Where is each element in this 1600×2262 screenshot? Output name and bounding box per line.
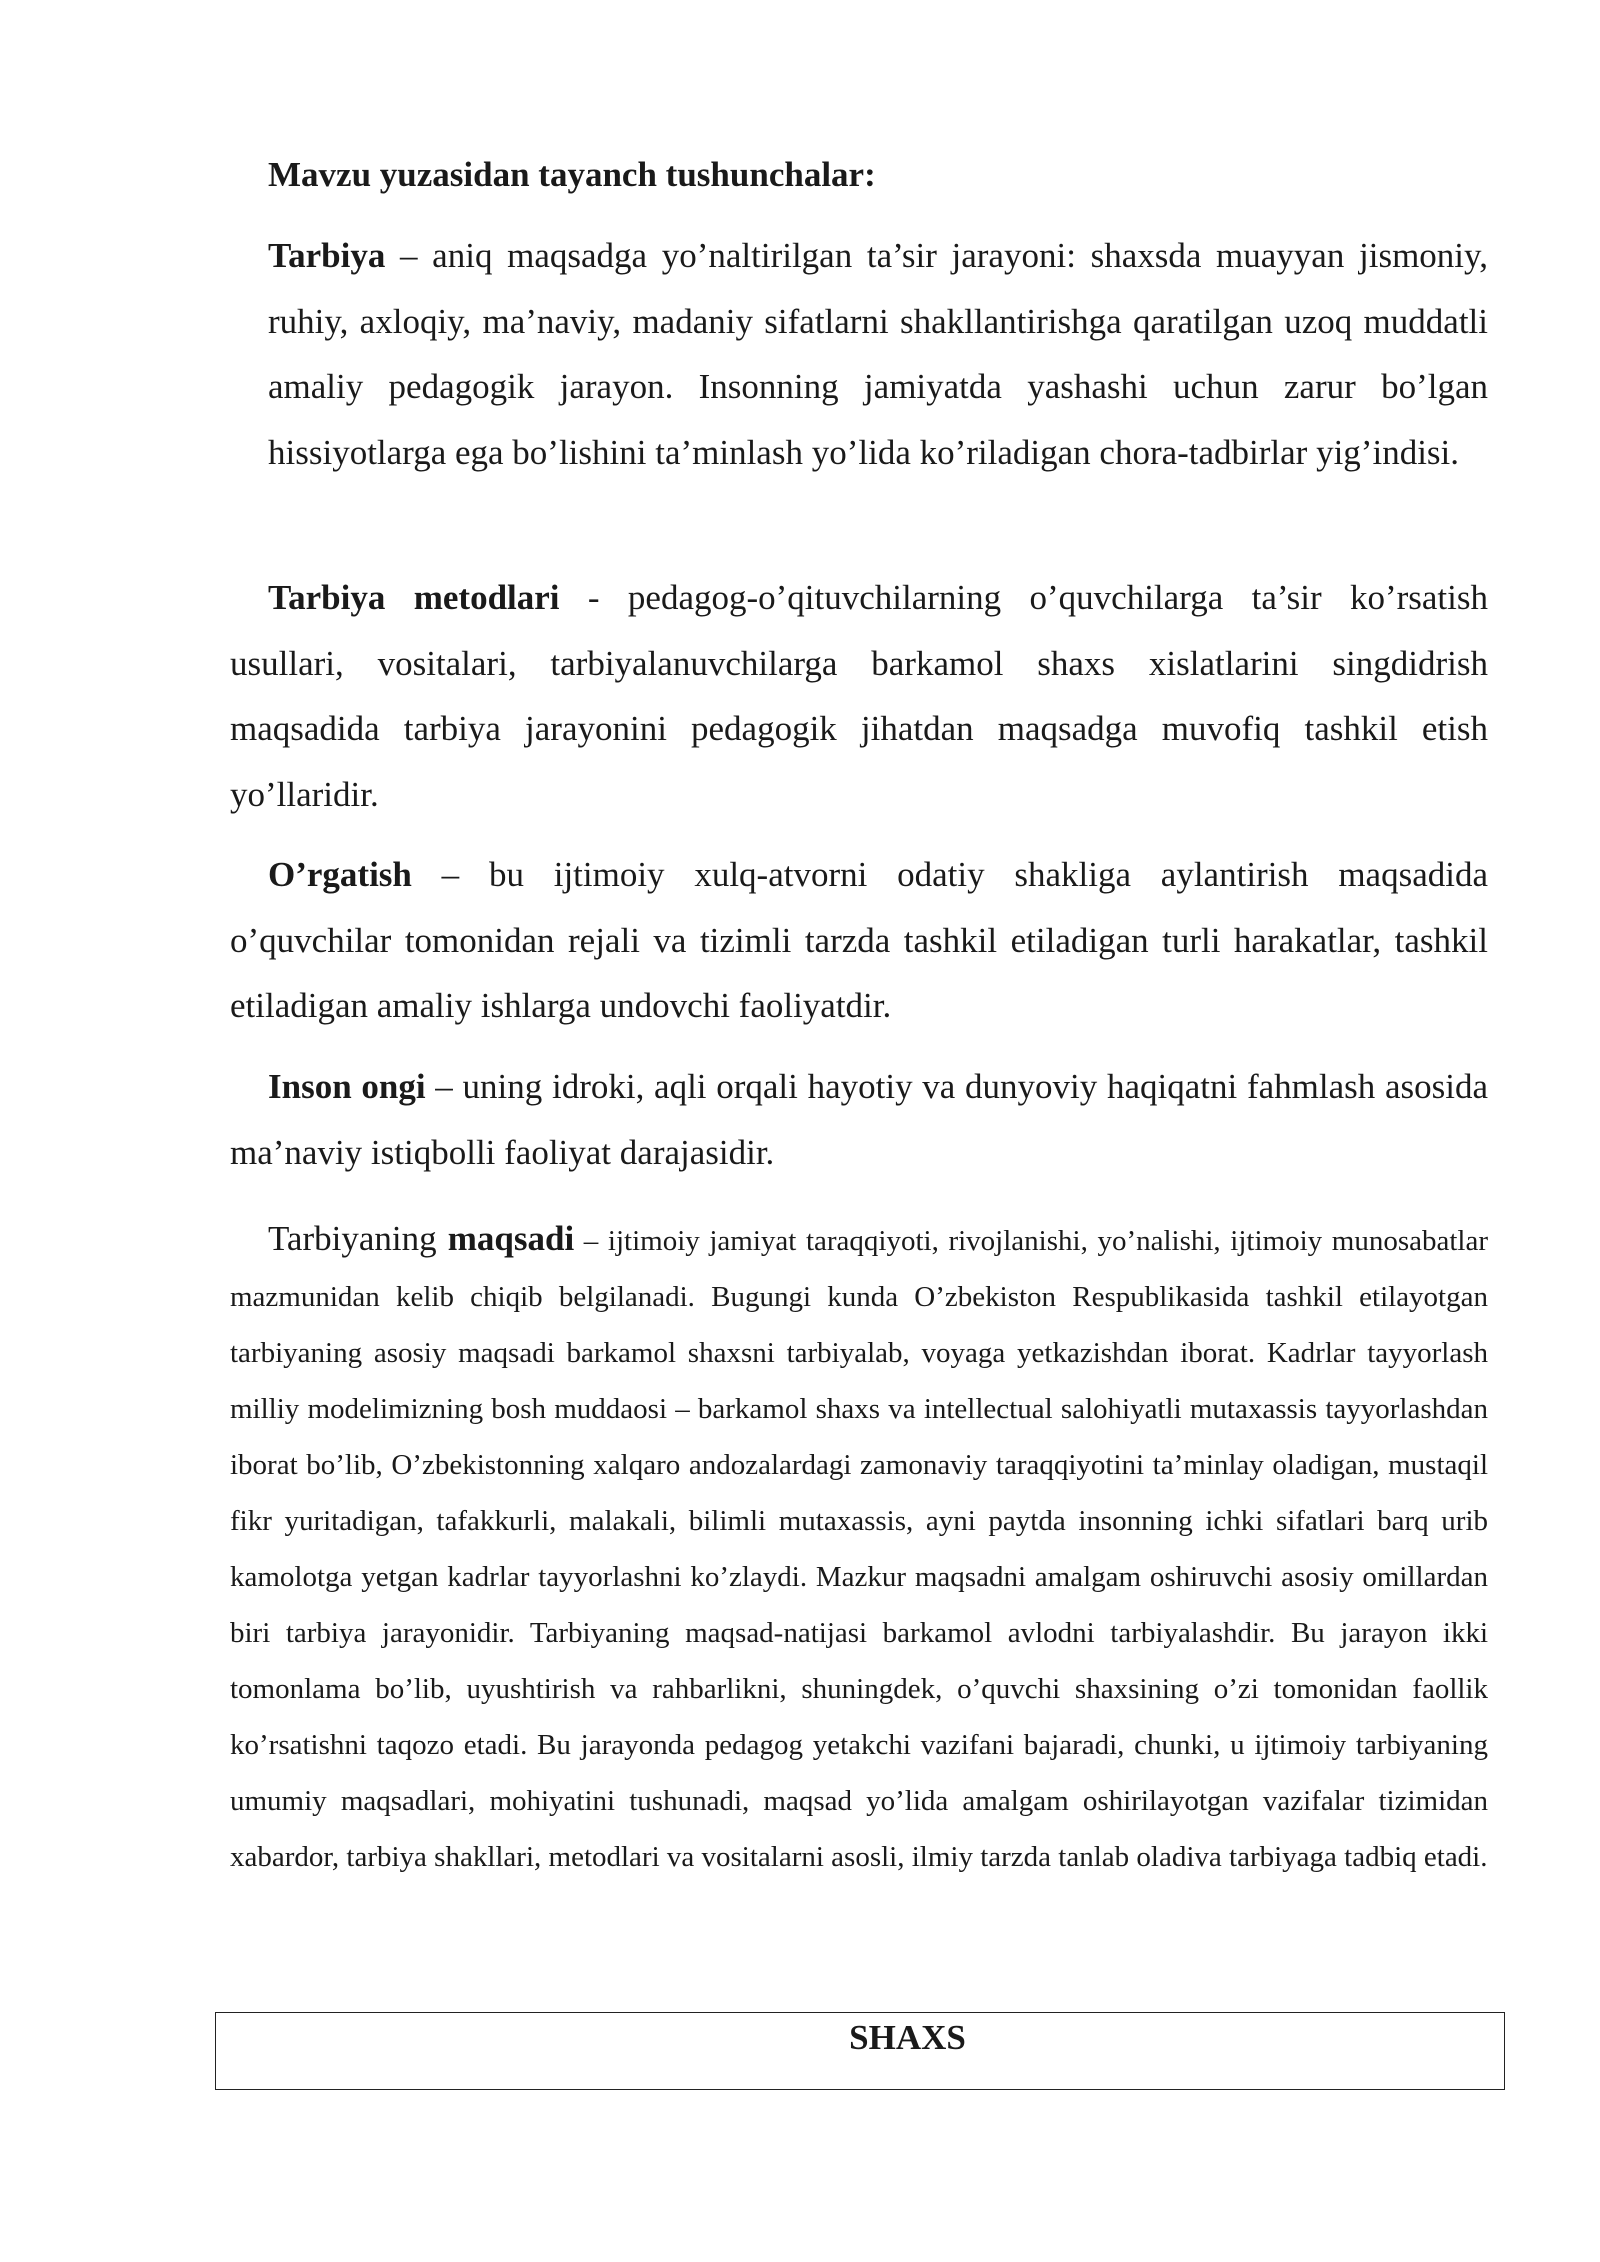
term-label: O’rgatish bbox=[268, 855, 412, 894]
goal-paragraph bbox=[230, 1211, 1488, 1885]
definition-text: – aniq maqsadga yo’naltirilgan ta’sir jarayoni: shaxsda muayyan jismoniy, ruhiy, axloqiy, ma’naviy, madaniy sifatlarni shakllantirishga qaratilgan uzoq muddatli amaliy pedagogik jarayon. Insonning jamiyatda yashashi uchun zarur bo’lgan hissiyotlarga ega bo’lishini ta’minlash yo’lida ko’riladigan chora-tadbirlar yig’indisi. bbox=[268, 236, 1488, 472]
goal-term: maqsadi bbox=[447, 1219, 575, 1258]
definition-text: – uning idroki, aqli orqali hayotiy va dunyoviy haqiqatni fahmlash asosida ma’naviy istiqbolli faoliyat darajasidir. bbox=[230, 1067, 1488, 1172]
definition-text: - pedagog-o’qituvchilarning o’quvchilarga ta’sir ko’rsatish usullari, vositalari, tarbiyalanuvchilarga barkamol shaxs xislatlarini singdidrish maqsadida tarbiya jarayonini pedagogik jihatdan maqsadga muvofiq tashkil etish yo’llaridir. bbox=[230, 578, 1488, 814]
shaxs-title-row bbox=[0, 2013, 1600, 2063]
term-label: Tarbiya bbox=[268, 236, 386, 275]
definition-paragraph bbox=[230, 565, 1488, 827]
term-label: Tarbiya metodlari bbox=[268, 578, 560, 617]
section-heading: Mavzu yuzasidan tayanch tushunchalar: bbox=[268, 155, 876, 194]
definition-paragraph bbox=[230, 1054, 1488, 1185]
definition-text: – bu ijtimoiy xulq-atvorni odatiy shakliga aylantirish maqsadida o’quvchilar tomonidan rejali va tizimli tarzda tashkil etiladigan turli harakatlar, tashkil etiladigan amaliy ishlarga undovchi faoliyatdir. bbox=[230, 855, 1488, 1025]
term-label: Inson ongi bbox=[268, 1067, 426, 1106]
definition-paragraph bbox=[268, 223, 1488, 485]
shaxs-title: SHAXS bbox=[849, 2018, 966, 2057]
goal-text: – ijtimoiy jamiyat taraqqiyoti, rivojlanishi, yo’nalishi, ijtimoiy munosabatlar mazmunidan kelib chiqib belgilanadi. Bugungi kunda O’zbekiston Respublikasida tashkil etilayotgan tarbiyaning asosiy maqsadi barkamol shaxsni tarbiyalab, voyaga yetkazishdan iborat. Kadrlar tayyorlash milliy modelimizning bosh muddaosi – barkamol shaxs va intellectual salohiyatli mutaxassis tayyorlashdan iborat bo’lib, O’zbekistonning xalqaro andozalardagi zamonaviy taraqqiyotini ta’minlay oladigan, mustaqil fikr yuritadigan, tafakkurli, malakali, bilimli mutaxassis, ayni paytda insonning ichki sifatlari barq urib kamolotga yetgan kadrlar tayyorlashni ko’zlaydi. Mazkur maqsadni amalgam oshiruvchi asosiy omillardan biri tarbiya jarayonidir. Tarbiyaning maqsad-natijasi barkamol avlodni tarbiyalashdir. Bu jarayon ikki tomonlama bo’lib, uyushtirish va rahbarlikni, shuningdek, o’quvchi shaxsining o’zi tomonidan faollik ko’rsatishni taqozo etadi. Bu jarayonda pedagog yetakchi vazifani bajaradi, chunki, u ijtimoiy tarbiyaning umumiy maqsadlari, mohiyatini tushunadi, maqsad yo’lida amalgam oshirilayotgan vazifalar tizimidan xabardor, tarbiya shakllari, metodlari va vositalarni asosli, ilmiy tarzda tanlab oladiva tarbiyaga tadbiq etadi. bbox=[230, 1225, 1488, 1873]
goal-prefix: Tarbiyaning bbox=[268, 1219, 448, 1258]
definition-paragraph bbox=[230, 842, 1488, 1039]
